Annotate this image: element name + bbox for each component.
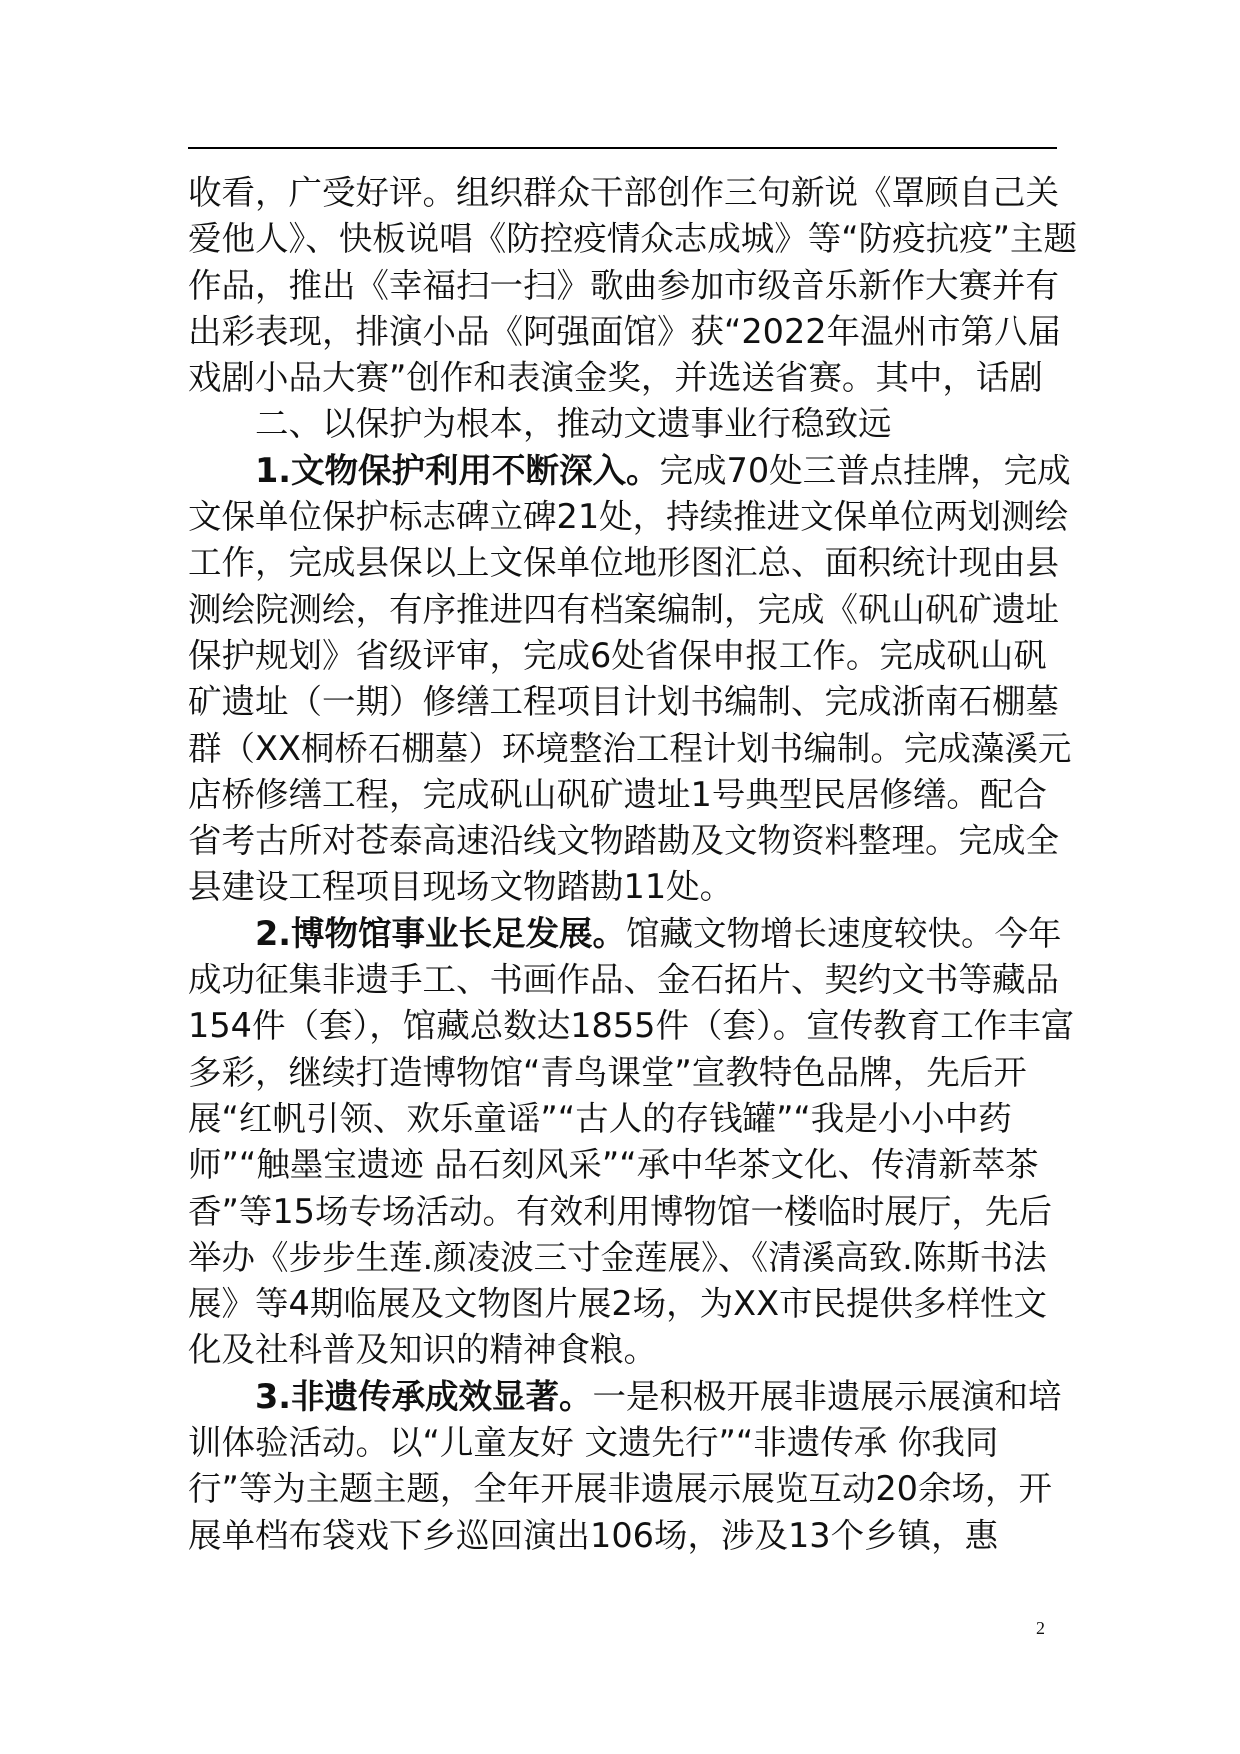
paragraph-continuation: 收看，广受好评。组织群众干部创作三句新说《罩顾自己关爱他人》、快板说唱《防控疫情众志成城》等“防疫抗疫”主题作品，推出《幸福扫一扫》歌曲参加市级音乐新作大赛并有出彩表现，排演小品《阿强面馆》获“2022年温州市第八届戏剧小品大赛”创作和表演金奖，并选送省赛。其中，话剧: [188, 173, 1077, 398]
page-number: 2: [1036, 1618, 1045, 1638]
header-rule: [188, 147, 1057, 149]
paragraph-lead: 1.文物保护利用不断深入。: [255, 450, 660, 490]
document-body: [188, 170, 1078, 1559]
paragraph-text: 馆藏文物增长速度较快。今年成功征集非遗手工、书画作品、金石拓片、契约文书等藏品154件（套），馆藏总数达1855件（套）。宣传教育工作丰富多彩，继续打造博物馆“青鸟课堂”宣教特色品牌，先后开展“红帆引领、欢乐童谣”“古人的存钱罐”“我是小小中药师”“触墨宝遗迹 品石刻风采”“承中华茶文化、传清新萃茶香”等15场专场活动。有效利用博物馆一楼临时展厅，先后举办《步步生莲.颜凌波三寸金莲展》、《清溪高致.陈斯书法展》等4期临展及文物图片展2场，为XX市民提供多样性文化及社科普及知识的精神食粮。: [188, 913, 1075, 1370]
paragraph-museum: [188, 911, 1078, 1374]
paragraph-relics: [188, 448, 1078, 911]
section-heading: 二、以保护为根本，推动文遗事业行稳致远: [255, 404, 892, 444]
paragraph-text: 完成70处三普点挂牌，完成文保单位保护标志碑立碑21处，持续推进文保单位两划测绘工作，完成县保以上文保单位地形图汇总、面积统计现由县测绘院测绘，有序推进四有档案编制，完成《矾山矾矿遗址保护规划》省级评审，完成6处省保申报工作。完成矾山矾矿遗址（一期）修缮工程项目计划书编制、完成浙南石棚墓群（XX桐桥石棚墓）环境整治工程计划书编制。完成藻溪元店桥修缮工程，完成矾山矾矿遗址1号典型民居修缮。配合省考古所对苍泰高速沿线文物踏勘及文物资料整理。完成全县建设工程项目现场文物踏勘11处。: [188, 450, 1072, 907]
paragraph-lead: 3.非遗传承成效显著。: [255, 1376, 593, 1416]
paragraph-text: 一是积极开展非遗展示展演和培训体验活动。以“儿童友好 文遗先行”“非遗传承 你我同行”等为主题主题，全年开展非遗展示展览互动20余场，开展单档布袋戏下乡巡回演出106场，涉及13个乡镇，惠: [188, 1376, 1062, 1555]
paragraph-lead: 2.博物馆事业长足发展。: [255, 913, 627, 953]
paragraph-heritage: [188, 1374, 1078, 1559]
